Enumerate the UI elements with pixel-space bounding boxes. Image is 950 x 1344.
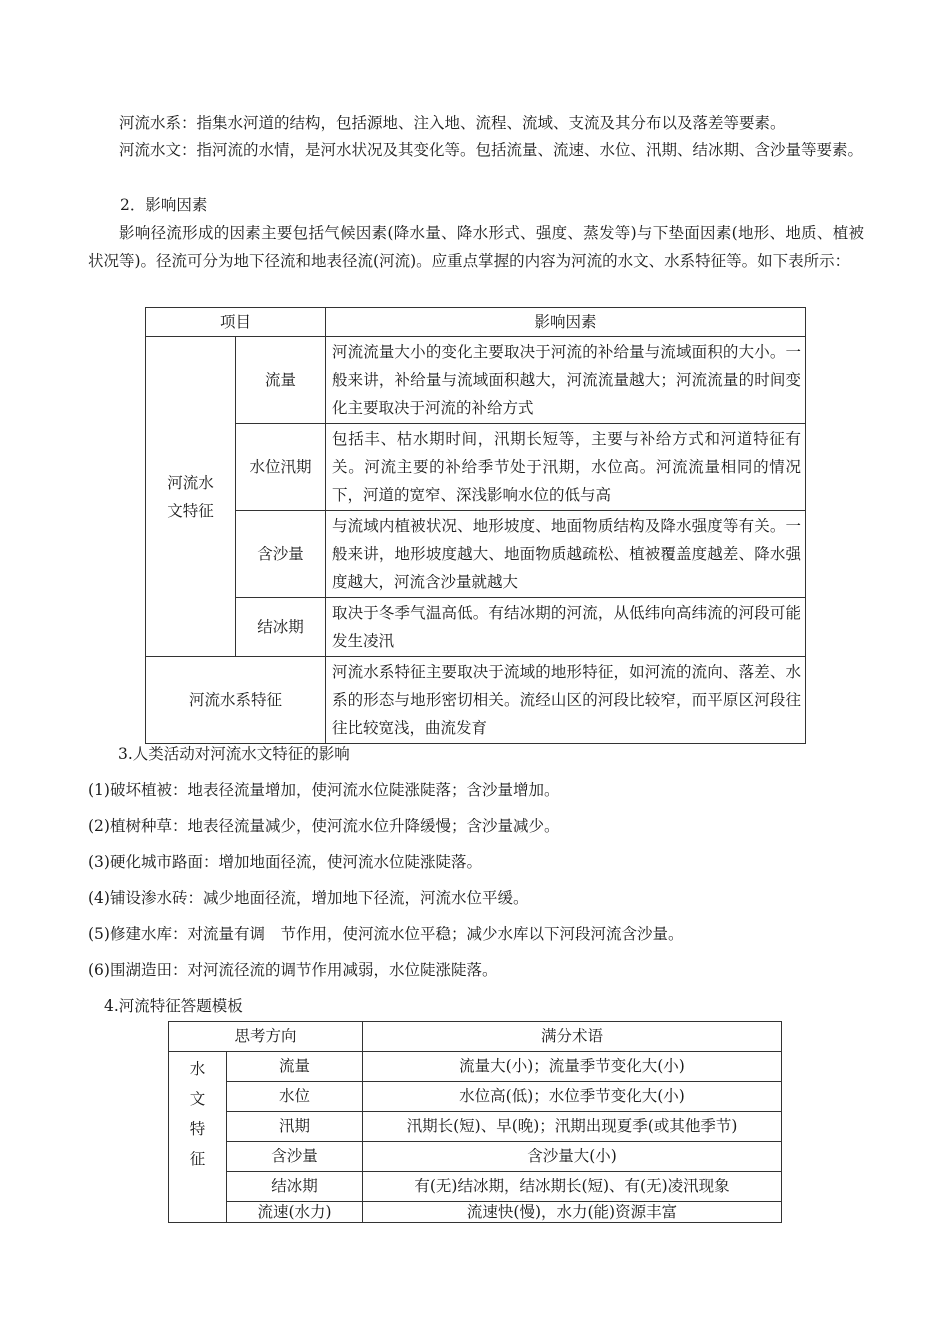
- list-item: (5)修建水库：对流量有调 节作用，使河流水位平稳；减少水库以下河段河流含沙量。: [88, 925, 684, 943]
- table-row: [169, 1202, 782, 1223]
- list-item: (3)硬化城市路面：增加地面径流，使河流水位陡涨陡落。: [88, 853, 482, 871]
- vertical-char: 特: [189, 1120, 206, 1138]
- table-row: [169, 1142, 782, 1172]
- row-answer: 汛期长(短)、早(晚)；汛期出现夏季(或其他季节): [363, 1112, 782, 1142]
- row-answer: 流速快(慢)，水力(能)资源丰富: [363, 1202, 782, 1223]
- table-row: [146, 424, 806, 511]
- influence-factors-table: [145, 307, 806, 744]
- row-label: 水位: [227, 1082, 363, 1112]
- table-header-row: [169, 1022, 782, 1052]
- answer-template-table: [168, 1021, 782, 1223]
- row-label: 结冰期: [236, 598, 326, 657]
- table-row: [146, 657, 806, 744]
- row-label: 汛期: [227, 1112, 363, 1142]
- list-item: (6)围湖造田：对河流径流的调节作用减弱，水位陡涨陡落。: [88, 961, 498, 979]
- row-label: 流量: [227, 1052, 363, 1082]
- table-row: [169, 1052, 782, 1082]
- row-text: 取决于冬季气温高低。有结冰期的河流，从低纬向高纬流的河段可能发生凌汛: [326, 598, 806, 657]
- system-text: 河流水系特征主要取决于流域的地形特征，如河流的流向、落差、水系的形态与地形密切相关。流经山区的河段比较窄，而平原区河段往往比较宽浅，曲流发育: [326, 657, 806, 744]
- table-row: [169, 1082, 782, 1112]
- header-factor: 影响因素: [326, 308, 806, 337]
- vertical-char: 征: [189, 1150, 206, 1168]
- row-label: 流速(水力): [227, 1202, 363, 1223]
- header-answer: 满分术语: [363, 1022, 782, 1052]
- list-item: (2)植树种草：地表径流量减少，使河流水位升降缓慢；含沙量减少。: [88, 817, 560, 835]
- row-label: 流量: [236, 337, 326, 424]
- row-label: 水位汛期: [236, 424, 326, 511]
- table-row: [146, 598, 806, 657]
- heading-influencing-factors: 2．影响因素: [120, 196, 208, 214]
- row-label: 结冰期: [227, 1172, 363, 1202]
- list-item: (4)铺设渗水砖：减少地面径流，增加地下径流，河流水位平缓。: [88, 889, 529, 907]
- paragraph-river-system: 河流水系：指集水河道的结构，包括源地、注入地、流程、流域、支流及其分布以及落差等要素。: [119, 114, 786, 132]
- row-text: 与流域内植被状况、地形坡度、地面物质结构及降水强度等有关。一般来讲，地形坡度越大、地面物质越疏松、植被覆盖度越差、降水强度越大，河流含沙量就越大: [326, 511, 806, 598]
- group-hydro-label: 河流水文特征: [146, 337, 236, 657]
- row-text: 河流流量大小的变化主要取决于河流的补给量与流域面积的大小。一般来讲，补给量与流域面积越大，河流流量越大；河流流量的时间变化主要取决于河流的补给方式: [326, 337, 806, 424]
- row-answer: 有(无)结冰期，结冰期长(短)、有(无)凌汛现象: [363, 1172, 782, 1202]
- header-direction: 思考方向: [169, 1022, 363, 1052]
- row-label: 含沙量: [227, 1142, 363, 1172]
- heading-human-activities: 3.人类活动对河流水文特征的影响: [118, 745, 350, 763]
- table-row: [169, 1172, 782, 1202]
- paragraph-runoff-factors: 影响径流形成的因素主要包括气候因素(降水量、降水形式、强度、蒸发等)与下垫面因素(地形、地质、植被状况等)。径流可分为地下径流和地表径流(河流)。应重点掌握的内容为河流的水文、水系特征等。如下表所示：: [88, 224, 864, 270]
- heading-answer-template: 4.河流特征答题模板: [104, 997, 243, 1015]
- paragraph-river-hydrology: 河流水文：指河流的水情，是河水状况及其变化等。包括流量、流速、水位、汛期、结冰期、含沙量等要素。: [119, 141, 864, 159]
- list-item: (1)破坏植被：地表径流量增加，使河流水位陡涨陡落；含沙量增加。: [88, 781, 560, 799]
- row-label: 含沙量: [236, 511, 326, 598]
- row-answer: 水位高(低)；水位季节变化大(小): [363, 1082, 782, 1112]
- group-hydro-vertical-label: [169, 1052, 227, 1223]
- row-text: 包括丰、枯水期时间，汛期长短等，主要与补给方式和河道特征有关。河流主要的补给季节处于汛期，水位高。河流流量相同的情况下，河道的宽窄、深浅影响水位的低与高: [326, 424, 806, 511]
- table-row: [146, 337, 806, 424]
- row-answer: 流量大(小)；流量季节变化大(小): [363, 1052, 782, 1082]
- table-row: [146, 511, 806, 598]
- row-answer: 含沙量大(小): [363, 1142, 782, 1172]
- header-item: 项目: [146, 308, 326, 337]
- vertical-char: 文: [189, 1090, 206, 1108]
- system-label: 河流水系特征: [146, 657, 326, 744]
- vertical-char: 水: [189, 1060, 206, 1078]
- table-row: [169, 1112, 782, 1142]
- table-header-row: [146, 308, 806, 337]
